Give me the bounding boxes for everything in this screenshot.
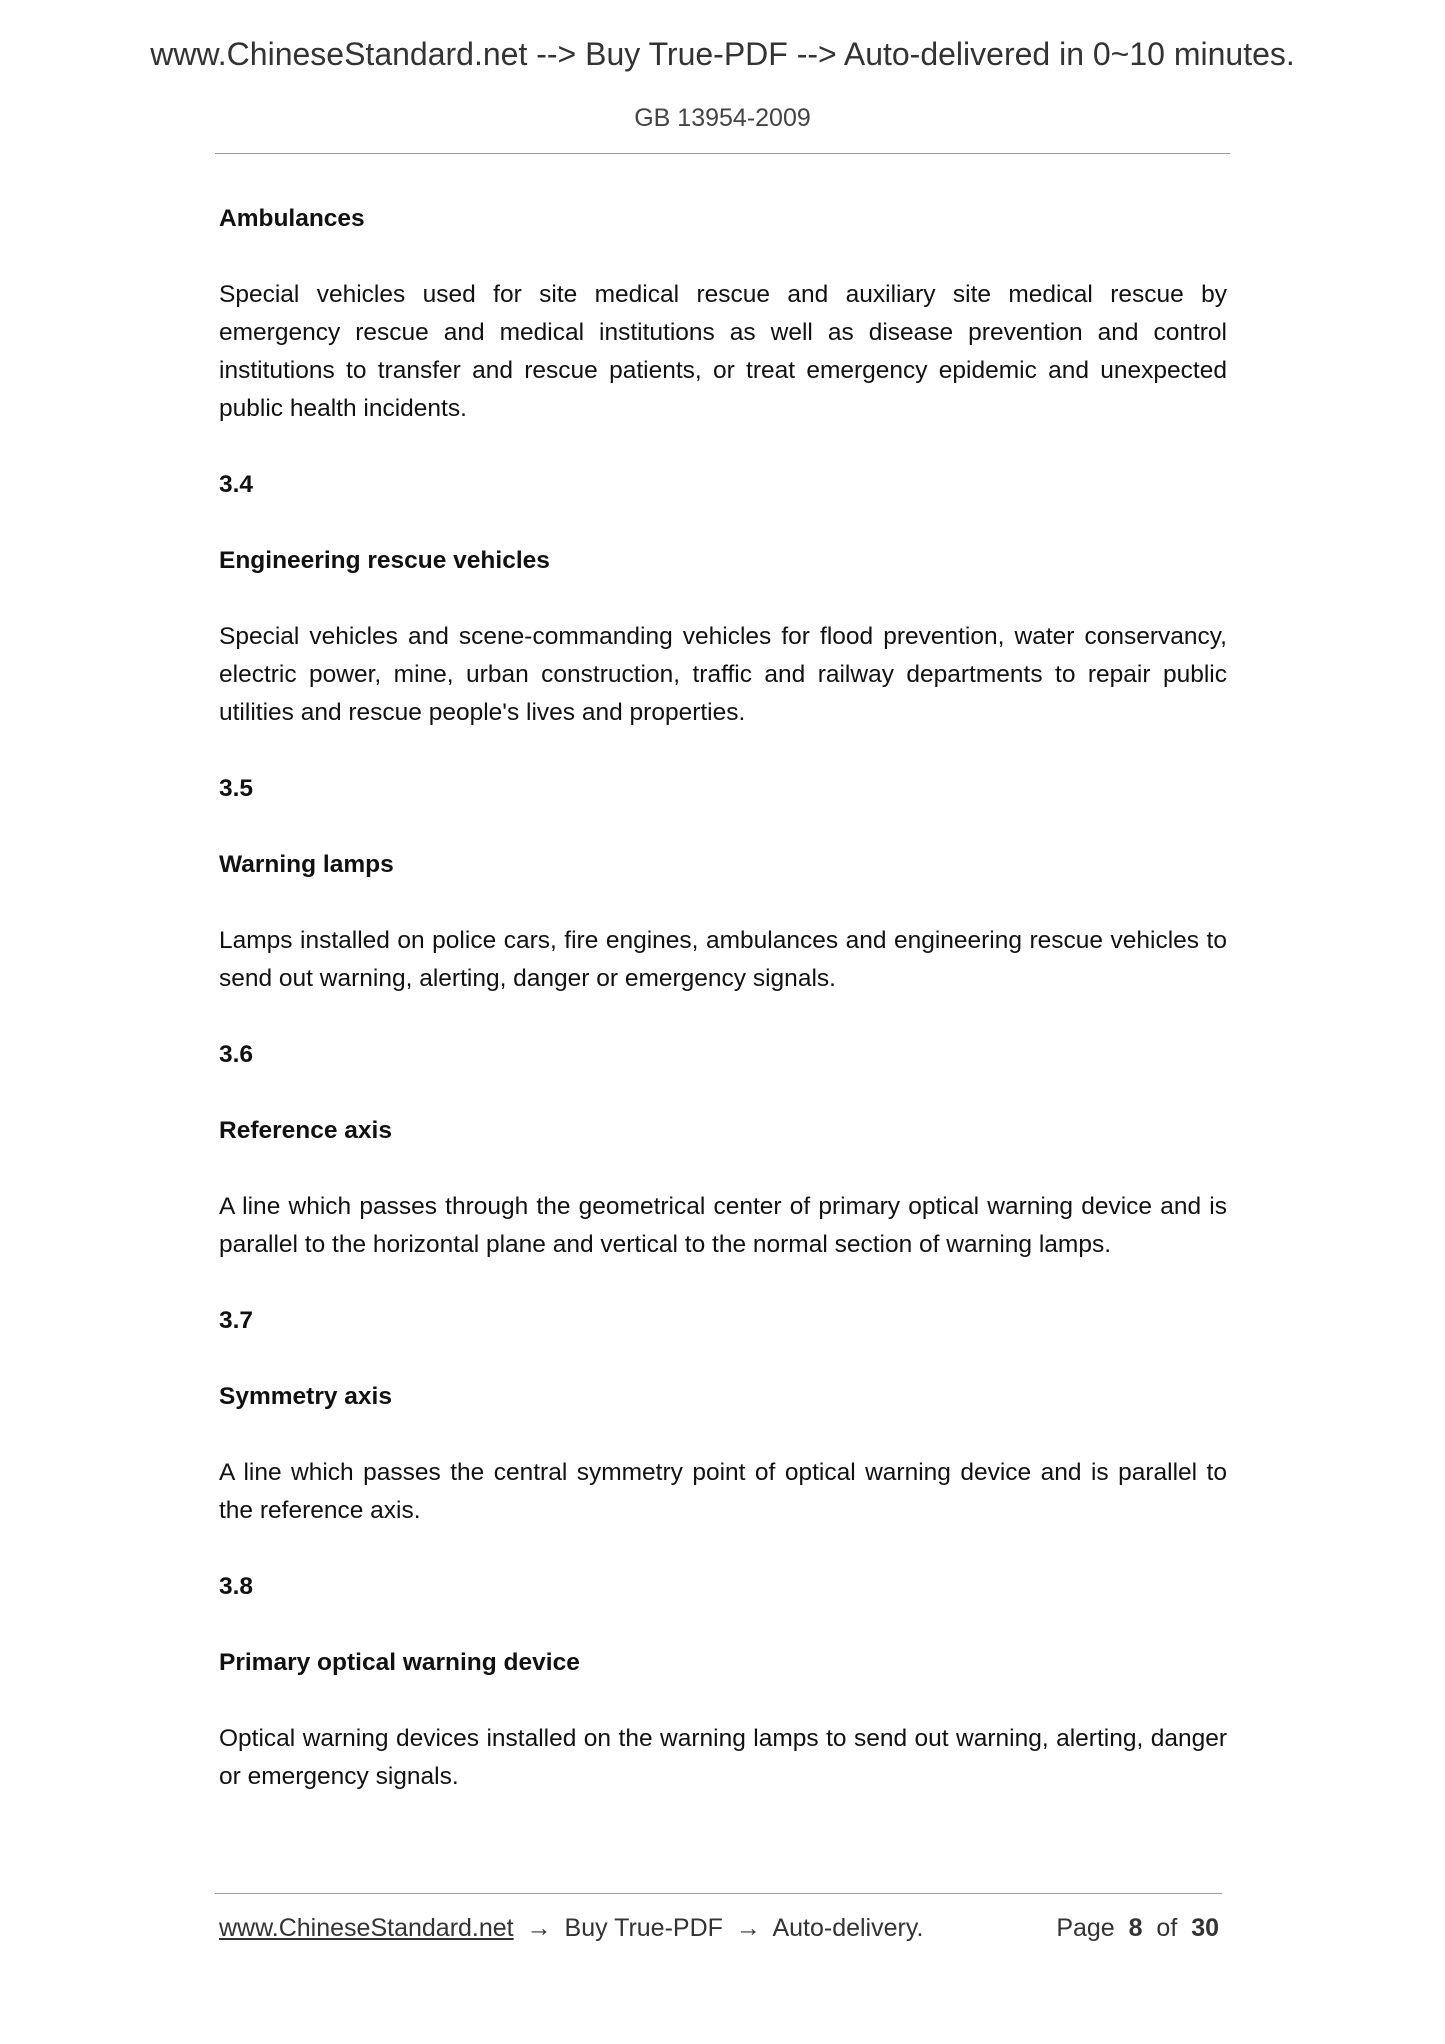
term-definition-engineering-rescue-vehicles: Special vehicles and scene-commanding vehicles for flood prevention, water conservancy, electric power, mine, urban construction, traffic and railway departments to repair public utilities and rescue people's lives and properties. xyxy=(219,623,1227,726)
term-definition-ambulances: Special vehicles used for site medical rescue and auxiliary site medical rescue by emergency rescue and medical institutions as well as disease prevention and control institutions to transfer and rescue patients, or treat emergency epidemic and unexpected public health incidents. xyxy=(219,281,1227,422)
page-label: Page xyxy=(1056,1914,1115,1942)
footer-delivery-text: Auto-delivery. xyxy=(772,1914,924,1942)
document-body xyxy=(219,200,1227,1834)
section-number-3-5: 3.5 xyxy=(219,775,254,802)
page-total: 30 xyxy=(1191,1914,1219,1942)
term-definition-symmetry-axis: A line which passes the central symmetry point of optical warning device and is parallel to the reference axis. xyxy=(219,1459,1227,1524)
page-of: of xyxy=(1156,1914,1178,1942)
section-number-3-8: 3.8 xyxy=(219,1573,254,1600)
term-definition-warning-lamps: Lamps installed on police cars, fire engines, ambulances and engineering rescue vehicles to send out warning, alerting, danger or emergency signals. xyxy=(219,927,1227,992)
term-definition-primary-optical-warning-device: Optical warning devices installed on the warning lamps to send out warning, alerting, danger or emergency signals. xyxy=(219,1725,1227,1790)
page-current: 8 xyxy=(1128,1914,1143,1942)
footer-buy-text: Buy True-PDF xyxy=(564,1914,723,1942)
top-banner: www.ChineseStandard.net --> Buy True-PDF --> Auto-delivered in 0~10 minutes. xyxy=(150,36,1295,72)
footer xyxy=(219,1914,1219,1943)
page-indicator xyxy=(1056,1914,1219,1943)
right-arrow-icon: → xyxy=(526,1914,552,1942)
section-number-3-7: 3.7 xyxy=(219,1307,254,1334)
footer-site-link[interactable]: www.ChineseStandard.net xyxy=(219,1914,514,1942)
header-divider xyxy=(215,153,1230,154)
term-title-symmetry-axis: Symmetry axis xyxy=(219,1383,392,1410)
term-title-primary-optical-warning-device: Primary optical warning device xyxy=(219,1649,580,1676)
term-definition-reference-axis: A line which passes through the geometrical center of primary optical warning device and is parallel to the horizontal plane and vertical to the normal section of warning lamps. xyxy=(219,1193,1227,1258)
section-number-3-4: 3.4 xyxy=(219,471,254,498)
term-title-warning-lamps: Warning lamps xyxy=(219,851,394,878)
footer-divider xyxy=(215,1893,1222,1894)
term-title-ambulances: Ambulances xyxy=(219,205,365,232)
term-title-reference-axis: Reference axis xyxy=(219,1117,392,1144)
term-title-engineering-rescue-vehicles: Engineering rescue vehicles xyxy=(219,547,550,574)
right-arrow-icon: → xyxy=(735,1914,761,1942)
section-number-3-6: 3.6 xyxy=(219,1041,254,1068)
standard-code: GB 13954-2009 xyxy=(634,104,811,132)
